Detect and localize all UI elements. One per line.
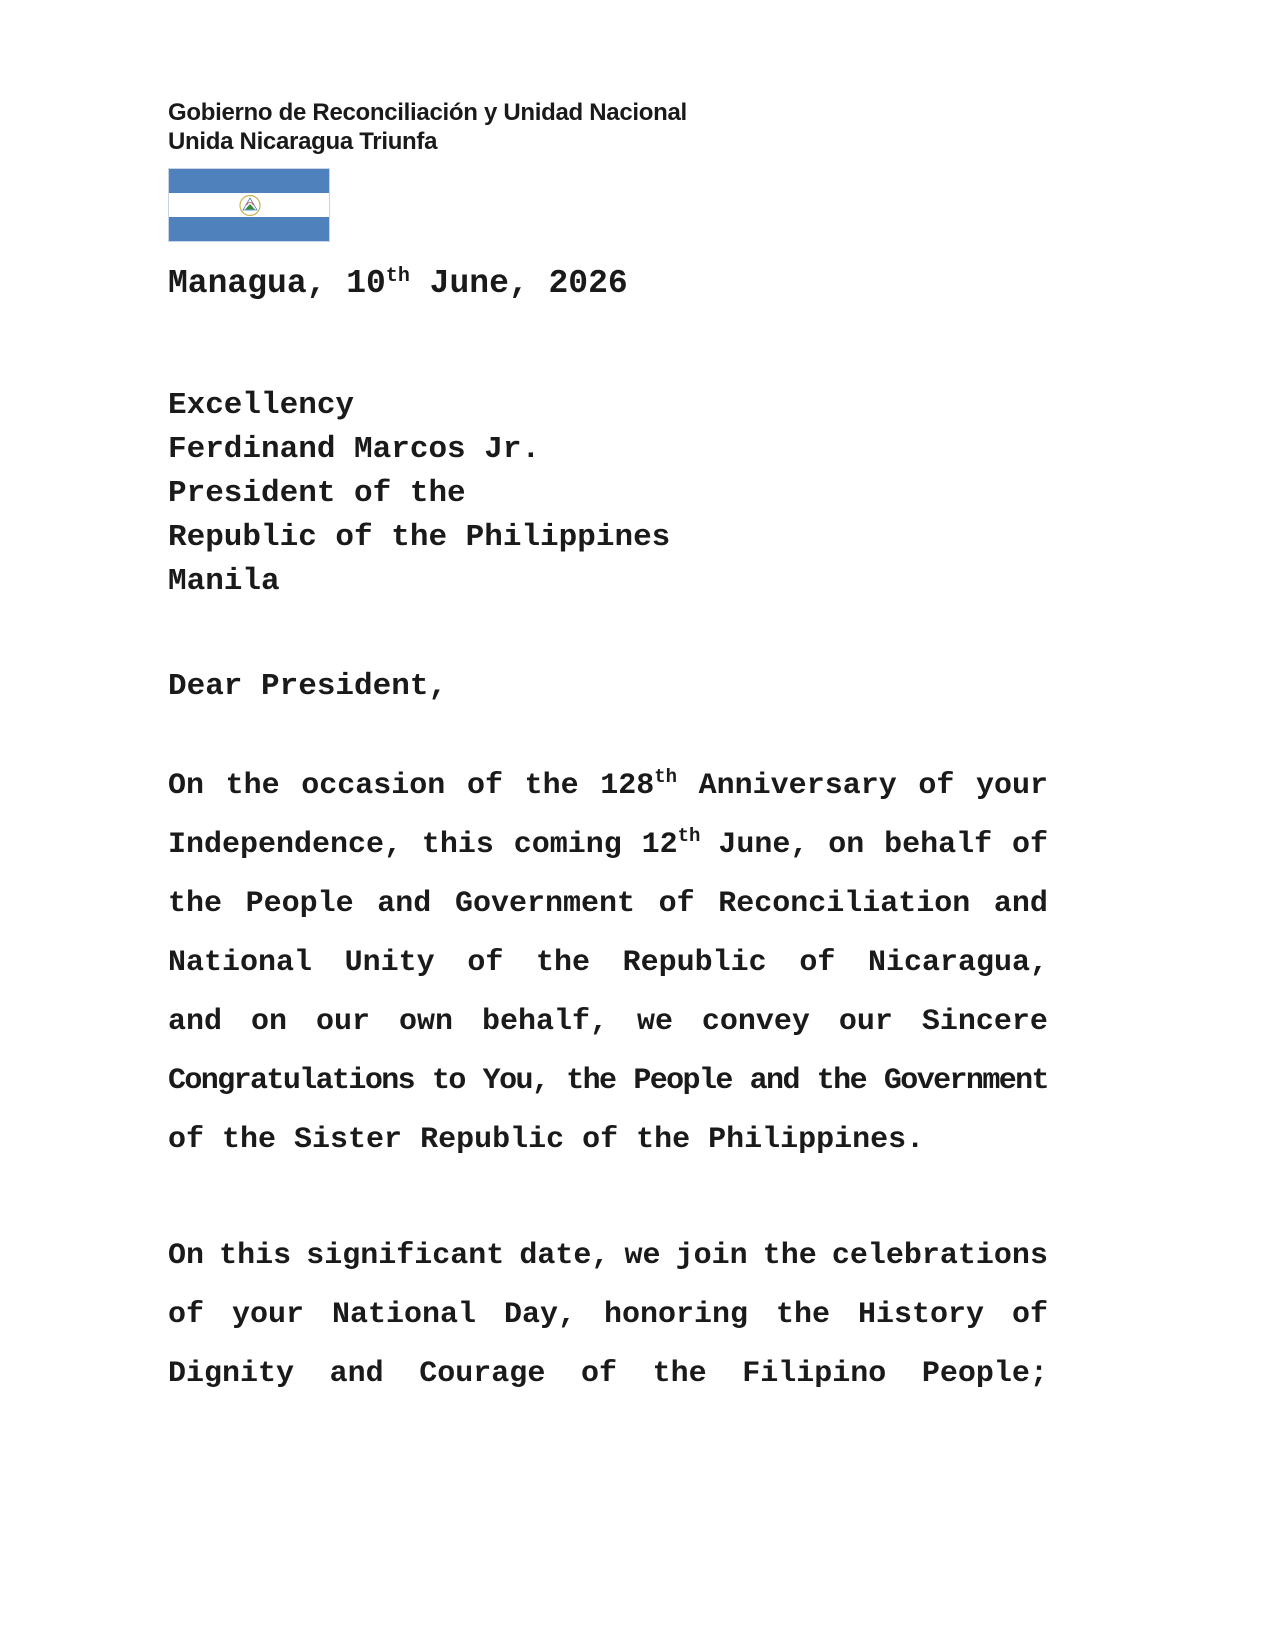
paragraph-celebrations (168, 1234, 1048, 1411)
paragraph-line: On the occasion of the 128th Anniversary of your (168, 764, 1048, 823)
flag-top-stripe (169, 169, 329, 193)
letterhead-motto: Unida Nicaragua Triunfa (168, 128, 438, 155)
anniversary-number: 128th (600, 766, 678, 803)
paragraph-line: and on our own behalf, we convey our Sincere (168, 1005, 1048, 1039)
independence-date: 12th June, (641, 825, 809, 862)
paragraph-line: of the Sister Republic of the Philippines. (168, 1123, 925, 1157)
date-place-day: Managua, 10 (168, 265, 386, 302)
recipient-line: Manila (168, 564, 280, 599)
date-month-year: June, 2026 (409, 265, 628, 302)
paragraph-line: On this significant date, we join the celebrations (168, 1239, 1048, 1273)
nicaragua-flag-icon (168, 168, 330, 242)
paragraph-line: the People and Government of Reconciliation and (168, 887, 1048, 921)
flag-bottom-stripe (169, 217, 329, 241)
paragraph-line: Dignity and Courage of the Filipino People; (168, 1357, 1048, 1391)
date-day-suffix: th (385, 265, 410, 288)
recipient-line: Ferdinand Marcos Jr. (168, 432, 541, 467)
paragraph-line: National Unity of the Republic of Nicaragua, (168, 946, 1048, 980)
coat-of-arms-icon (238, 193, 262, 218)
recipient-line: Excellency (168, 388, 355, 423)
paragraph-line: of your National Day, honoring the History of (168, 1298, 1048, 1332)
recipient-address (168, 384, 670, 604)
letterhead (168, 98, 687, 156)
salutation: Dear President, (168, 669, 448, 704)
paragraph-congratulations (168, 764, 1048, 1177)
letter-date (168, 262, 628, 306)
recipient-line: President of the (168, 476, 466, 511)
paragraph-line: Congratulations to You, the People and the Government (168, 1064, 1048, 1098)
recipient-line: Republic of the Philippines (168, 520, 671, 555)
letterhead-government-name: Gobierno de Reconciliación y Unidad Nacional (168, 99, 687, 126)
paragraph-line: Independence, this coming 12th June, on behalf of (168, 823, 1048, 882)
